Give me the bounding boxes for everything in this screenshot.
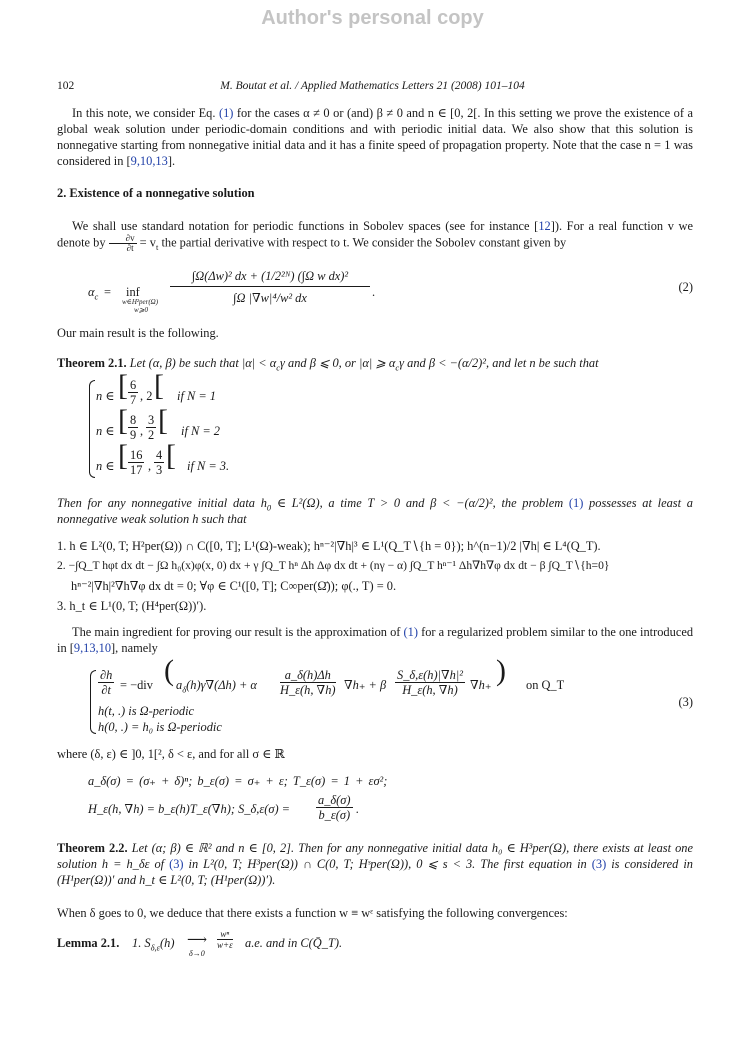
eq2-inf: inf: [126, 285, 140, 299]
running-head: M. Boutat et al. / Applied Mathematics Letters 21 (2008) 101–104: [220, 80, 525, 92]
eq2-inf-subscript: w⩾0: [134, 306, 149, 314]
eq-ref-link[interactable]: (1): [403, 625, 418, 639]
theorem-2-1-conclusion: Then for any nonnegative initial data $h_0$ ∈ L²(Ω), a time T > 0 and β < −(α/2)², the problem (1) possesses at least a nonnegative weak solution h such that: [57, 496, 693, 526]
equation-number: (3): [678, 695, 693, 709]
paper-page: Author's personal copy 102 M. Boutat et al. / Applied Mathematics Letters 21 (2008) 101–104 In this note, we consider Eq. (1) for the cases α ≠ 0 or (and) β ≠ 0 and n ∈ [0, 2[. In this setting we prove the existence of a global weak solution under periodic-domain conditions and with periodic initial data. We also show that this solution is nonnegative starting from nonnegative initial data and it has a finite speed of propagation property. Note that the case n = 1 was considered in [9,10,13]. 2. Existence of a nonnegative solution We shall use standard notation for periodic functions in Sobolev spaces (see for instance [12]). For a real function v we denote by $\frac{\partial v}{\partial t}$ = $v_t$ the partial derivative with respect to t. We consider the Sobolev constant given by $\alpha_c$ = inf w∈H²per(Ω) w⩾0 $\frac{\text{∫Ω(Δw)² dx + (1/2²ᴺ) (∫Ω w dx)²}}{\text{∫Ω |∇w|⁴/w² dx}}$ . (2) Our main result is the following. Theorem 2.1. Let (α, β) be such that $|\alpha| < \alpha_c\gamma$ and β ⩽ 0, or |α| ⩾ $\alpha_c\gamma$ and β < −(α/2)², and let n be such that n ∈ [ $\frac{6}{7}$ , 2 [ if N = 1 n ∈ [ $\frac{8}{9}$ , $\frac{3}{2}$ [ if N = 2 n ∈ [ $\frac{16}{17}$ , $\frac{4}{3}$ [ if N = 3. Then for any nonnegative initial data $h_0$ ∈ L²(Ω), a time T > 0 and β < −(α/2)², the problem (1) possesses at least a nonnegative weak solution h such that 1. h ∈ L²(0, T; H²per(Ω)) ∩ C([0, T]; L¹(Ω)-weak); hⁿ⁻²|∇h|³ ∈ L¹(Q_T∖{h = 0}); h^(n−1)/2 |∇h| ∈ L⁴(Q_T). 2. −∫Q_T hφt dx dt − ∫Ω h₀(x)φ(x, 0) dx + γ ∫Q_T hⁿ Δh Δφ dx dt + (nγ − α) ∫Q_T hⁿ⁻¹ Δh∇h∇φ dx dt − β ∫Q_T∖{h=0} hⁿ⁻²|∇h|²∇h∇φ dx dt = 0; ∀φ ∈ C¹([0, T]; C∞per(Ω̄)); φ(., T) = 0. 3. h_t ∈ L¹(0, T; (H⁴per(Ω))′). The main ingredient for proving our result is the approximation of (1) for a regularized problem similar to the one introduced in [9,13,10], namely $\frac{\partial h}{\partial t}$ = −div ( $a_\delta(h)\gamma\nabla(\Delta h) + \alpha$ $\frac{a\_\delta(h)\Delta h}{H\_\varepsilon(h, \nabla h)}$ ∇h₊ + β $\frac{\text{S\_δ,ε(h)|∇h|²}}{H\_\varepsilon(h, \nabla h)}$ ∇h₊ ) on Q_T h(t, .) is Ω-periodic h(0, .) = h₀ is Ω-periodic (3) where (δ, ε) ∈ ]0, 1[², δ < ε, and for all σ ∈ ℝ a_δ(σ) = (σ₊ + δ)ⁿ; b_ε(σ) = σ₊ + ε; T_ε(σ) = 1 + εσ²; H_ε(h, ∇h) = b_ε(h)T_ε(∇h); S_δ,ε(σ) = $\frac{a\_\delta(\sigma)}{b\_\varepsilon(\sigma)}$ . Theorem 2.2. Let (α; β) ∈ ℝ² and n ∈ [0, 2]. Then for any nonnegative initial data h₀ ∈ H³per(Ω), there exists at least one solution h = h_δε of (3) in L²(0, T; H³per(Ω)) ∩ C(0, T; Hˢper(Ω)), 0 ⩽ s < 3. The first equation in (3) is considered in (H¹per(Ω))′ and h_t ∈ L²(0, T; (H¹per(Ω))′). When δ goes to 0, we deduce that there exists a function w ≡ wᵋ satisfying the following convergences: Lemma 2.1. 1. $S_{\delta,\varepsilon}(h)$ ⟶ δ→0 $\frac{\text{wⁿ}}{w+\varepsilon}$ a.e. and in C(Q̄_T).: [0, 0, 745, 1053]
section-heading: 2. Existence of a nonnegative solution: [57, 186, 255, 200]
intro-text: In this note, we consider Eq.: [72, 106, 219, 120]
watermark: Author's personal copy: [261, 7, 484, 29]
eq2-numerator: ∫Ω(Δw)² dx + (1/2²ᴺ) (∫Ω w dx)²: [170, 268, 370, 287]
delta-sentence: When δ goes to 0, we deduce that there exists a function w ≡ wᵋ satisfying the following convergences:: [57, 906, 568, 920]
paragraph-text: We shall use standard notation for periodic functions in Sobolev spaces (see for instance [: [72, 219, 539, 233]
eq2-fraction: [170, 268, 370, 306]
case-condition: if N = 1: [177, 389, 216, 403]
approximation-paragraph: The main ingredient for proving our result is the approximation of (1) for a regularized problem similar to the one introduced in [9,13,10], namely: [57, 625, 694, 655]
equation-3-line-3: h(0, .) = h₀ is Ω-periodic: [98, 720, 222, 734]
lemma-2-1: Lemma 2.1. 1. $S_{\delta,\varepsilon}(h)$ ⟶ δ→0 $\frac{\text{wⁿ}}{w+\varepsilon}$ a.e. and in C(Q̄_T).: [57, 929, 343, 958]
paragraph-text: ]). For a real function v we denote by: [57, 219, 694, 250]
definitions-line-1: a_δ(σ) = (σ₊ + δ)ⁿ; b_ε(σ) = σ₊ + ε; T_ε(σ) = 1 + εσ²;: [88, 774, 388, 788]
eq-ref-link[interactable]: (3): [169, 857, 184, 871]
theorem-label: Theorem 2.1.: [57, 356, 127, 370]
theorem-item-2-cont: hⁿ⁻²|∇h|²∇h∇φ dx dt = 0; ∀φ ∈ C¹([0, T]; C∞per(Ω̄)); φ(., T) = 0.: [71, 579, 397, 593]
eq2-equals: =: [104, 285, 111, 299]
theorem-item-3: 3. h_t ∈ L¹(0, T; (H⁴per(Ω))′).: [57, 599, 207, 613]
page-number: 102: [57, 80, 75, 92]
equation-3-line-2: h(t, .) is Ω-periodic: [98, 704, 195, 718]
theorem-label: Theorem 2.2.: [57, 841, 128, 855]
citation-link[interactable]: 9,10,13: [130, 154, 168, 168]
intro-text: ].: [167, 154, 176, 168]
eq2-period: .: [372, 285, 376, 299]
paragraph-text: = v: [136, 235, 156, 250]
intro-paragraph: [57, 105, 693, 169]
eq2-denominator: ∫Ω |∇w|⁴/w² dx: [233, 291, 307, 305]
main-result-sentence: Our main result is the following.: [57, 326, 219, 340]
where-clause: where (δ, ε) ∈ ]0, 1[², δ < ε, and for all σ ∈ ℝ: [57, 747, 285, 761]
theorem-item-2: 2. −∫Q_T hφt dx dt − ∫Ω h₀(x)φ(x, 0) dx + γ ∫Q_T hⁿ Δh Δφ dx dt + (nγ − α) ∫Q_T hⁿ⁻¹ Δh∇h∇φ dx dt − β ∫Q_T∖{h=0}: [57, 559, 610, 572]
notation-paragraph: We shall use standard notation for periodic functions in Sobolev spaces (see for instance [12]). For a real function v we denote by $\frac{\partial v}{\partial t}$ = $v_t$ the partial derivative with respect to t. We consider the Sobolev constant given by: [57, 219, 694, 253]
eq2-inf-subscript: w∈H²per(Ω): [122, 298, 159, 306]
lemma-label: Lemma 2.1.: [57, 936, 120, 950]
arrow-subscript: δ→0: [189, 949, 205, 958]
theorem-2-1-statement: Theorem 2.1. Let (α, β) be such that $|\alpha| < \alpha_c\gamma$ and β ⩽ 0, or |α| ⩾ $\alpha_c\gamma$ and β < −(α/2)², and let n be such that: [57, 356, 599, 373]
eq-ref-link[interactable]: (1): [218, 106, 234, 120]
equation-3-line-1: $\frac{\partial h}{\partial t}$ = −div ( $a_\delta(h)\gamma\nabla(\Delta h) + \alpha$ $\frac{a\_\delta(h)\Delta h}{H\_\varepsilon(h, \nabla h)}$ ∇h₊ + β $\frac{\text{S\_δ,ε(h)|∇h|²}}{H\_\varepsilon(h, \nabla h)}$ ∇h₊ ) on Q_T: [100, 654, 565, 697]
cases-brace: [89, 380, 95, 478]
theorem-item-1: 1. h ∈ L²(0, T; H²per(Ω)) ∩ C([0, T]; L¹(Ω)-weak); hⁿ⁻²|∇h|³ ∈ L¹(Q_T∖{h = 0}); h^(n−1)/2 |∇h| ∈ L⁴(Q_T).: [57, 539, 601, 553]
eq2-lhs: $\alpha_c$: [88, 285, 99, 302]
citation-link[interactable]: 12: [538, 219, 551, 233]
partial-derivative: $\frac{\partial v}{\partial t}$: [109, 234, 137, 253]
case-condition: if N = 2: [181, 424, 220, 438]
intro-text: for the cases α ≠ 0 or (and) β ≠ 0 and n ∈ [0, 2[. In this setting we prove the existence of a global weak solution under periodic-domain conditions and with periodic initial data. We also show that this solution is nonnegative starting from nonnegative initial data and it has a finite speed of propagation property. Note that the case n = 1 was considered in [: [57, 106, 693, 168]
citation-link[interactable]: 9,13,10: [73, 641, 112, 655]
theorem-2-2: Theorem 2.2. Let (α; β) ∈ ℝ² and n ∈ [0, 2]. Then for any nonnegative initial data h₀ ∈ H³per(Ω), there exists at least one solution h = h_δε of (3) in L²(0, T; H³per(Ω)) ∩ C(0, T; Hˢper(Ω)), 0 ⩽ s < 3. The first equation in (3) is considered in (H¹per(Ω))′ and h_t ∈ L²(0, T; (H¹per(Ω))′).: [57, 841, 693, 887]
system-brace: [90, 670, 96, 734]
equation-number: (2): [678, 280, 693, 294]
eq-ref-link[interactable]: (3): [591, 857, 607, 871]
eq-ref-link[interactable]: (1): [568, 496, 584, 510]
paragraph-text: the partial derivative with respect to t. We consider the Sobolev constant given by: [158, 235, 567, 250]
case-condition: if N = 3.: [187, 459, 230, 473]
